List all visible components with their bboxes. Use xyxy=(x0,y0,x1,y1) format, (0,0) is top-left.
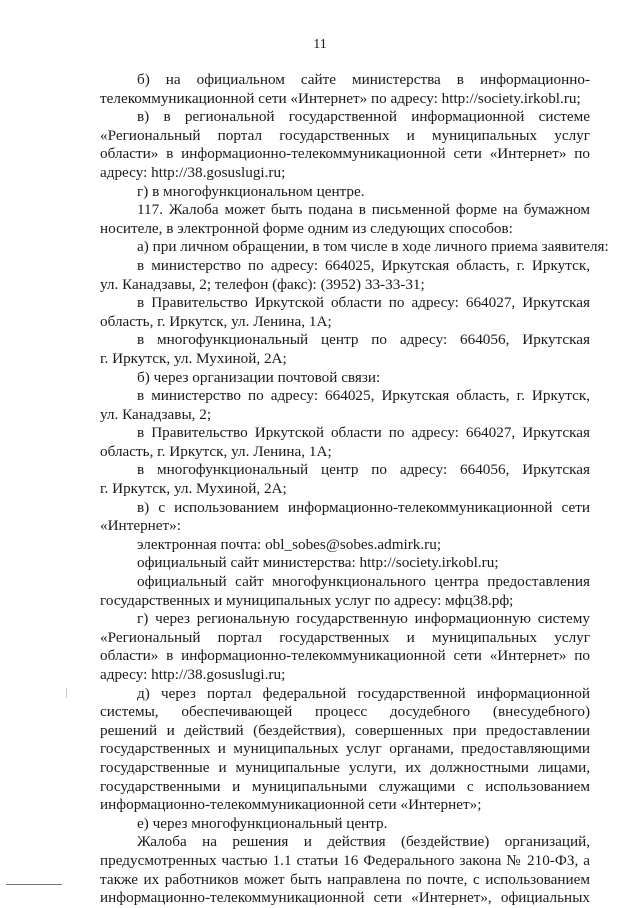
text-line: г. Иркутск, ул. Мухиной, 2А; xyxy=(100,480,287,498)
text-line: также их работников может быть направлена по почте, с использованием xyxy=(100,870,590,888)
text-line: «Региональный портал государственных и муниципальных услуг xyxy=(100,126,590,144)
text-line: в) с использованием информационно-телекоммуникационной сети xyxy=(137,498,590,516)
text-line: информационно-телекоммуникационной сети «Интернет»; xyxy=(100,796,482,814)
text-line: б) на официальном сайте министерства в информационно- xyxy=(137,71,590,88)
text-line: государственных и муниципальных услуг органами, предоставляющими xyxy=(100,740,590,758)
text-line: г) в многофункциональном центре. xyxy=(137,182,365,200)
text-line: в) в региональной государственной информационной системе xyxy=(137,108,590,126)
text-line: предусмотренных частью 1.1 статьи 16 Федерального закона № 210-ФЗ, а xyxy=(100,851,590,869)
text-line: в многофункциональный центр по адресу: 664056, Иркутская xyxy=(137,461,590,479)
text-line: ул. Канадзавы, 2; xyxy=(100,405,212,423)
text-line: официальный сайт министерства: http://society.irkobl.ru; xyxy=(137,554,499,572)
text-line: в многофункциональный центр по адресу: 664056, Иркутская xyxy=(137,331,590,349)
text-line: системы, обеспечивающей процесс досудебного (внесудебного) xyxy=(100,703,590,721)
text-line: д) через портал федеральной государственной информационной xyxy=(137,684,590,702)
text-line: «Интернет»: xyxy=(100,517,181,535)
text-line: адресу: http://38.gosuslugi.ru; xyxy=(100,163,286,181)
footnote-rule xyxy=(6,884,62,885)
text-line: е) через многофункциональный центр. xyxy=(137,814,388,832)
text-line: б) через организации почтовой связи: xyxy=(137,368,381,386)
text-line: электронная почта: obl_sobes@sobes.admirk.ru; xyxy=(137,535,442,553)
text-line: информационно-телекоммуникационной сети «Интернет», официальных xyxy=(100,889,590,907)
text-line: решений и действий (бездействия), совершенных при предоставлении xyxy=(100,721,590,739)
text-line: а) при личном обращении, в том числе в ходе личного приема заявителя: xyxy=(137,238,609,256)
text-line: государственные и муниципальные услуги, их должностными лицами, xyxy=(100,758,590,776)
text-line: адресу: http://38.gosuslugi.ru; xyxy=(100,666,286,683)
document-body xyxy=(100,71,609,908)
text-line: телекоммуникационной сети «Интернет» по адресу: http://society.irkobl.ru; xyxy=(100,89,581,107)
text-line: государственными и муниципальными служащими с использованием xyxy=(100,777,590,795)
margin-mark xyxy=(66,688,67,698)
text-line: области» в информационно-телекоммуникационной сети «Интернет» по xyxy=(100,647,590,665)
text-line: в министерство по адресу: 664025, Иркутская область, г. Иркутск, xyxy=(137,387,590,405)
text-line: ул. Канадзавы, 2; телефон (факс): (3952) 33-33-31; xyxy=(100,275,425,293)
text-line: Жалоба на решения и действия (бездействие) организаций, xyxy=(137,833,590,851)
text-line: носителе, в электронной форме одним из следующих способов: xyxy=(100,219,513,237)
page-number: 11 xyxy=(313,37,327,52)
text-line: области» в информационно-телекоммуникационной сети «Интернет» по xyxy=(100,145,590,163)
text-line: в министерство по адресу: 664025, Иркутская область, г. Иркутск, xyxy=(137,256,590,274)
text-line: область, г. Иркутск, ул. Ленина, 1А; xyxy=(100,442,332,460)
text-line: в Правительство Иркутской области по адресу: 664027, Иркутская xyxy=(137,294,590,312)
text-line: г) через региональную государственную информационную систему xyxy=(137,610,590,628)
text-line: официальный сайт многофункционального центра предоставления xyxy=(137,573,590,591)
text-line: 117. Жалоба может быть подана в письменной форме на бумажном xyxy=(137,201,590,219)
text-line: «Региональный портал государственных и муниципальных услуг xyxy=(100,628,590,646)
text-line: в Правительство Иркутской области по адресу: 664027, Иркутская xyxy=(137,424,590,442)
text-line: область, г. Иркутск, ул. Ленина, 1А; xyxy=(100,312,332,330)
text-line: г. Иркутск, ул. Мухиной, 2А; xyxy=(100,349,287,367)
text-line: государственных и муниципальных услуг по адресу: мфц38.рф; xyxy=(100,591,514,609)
